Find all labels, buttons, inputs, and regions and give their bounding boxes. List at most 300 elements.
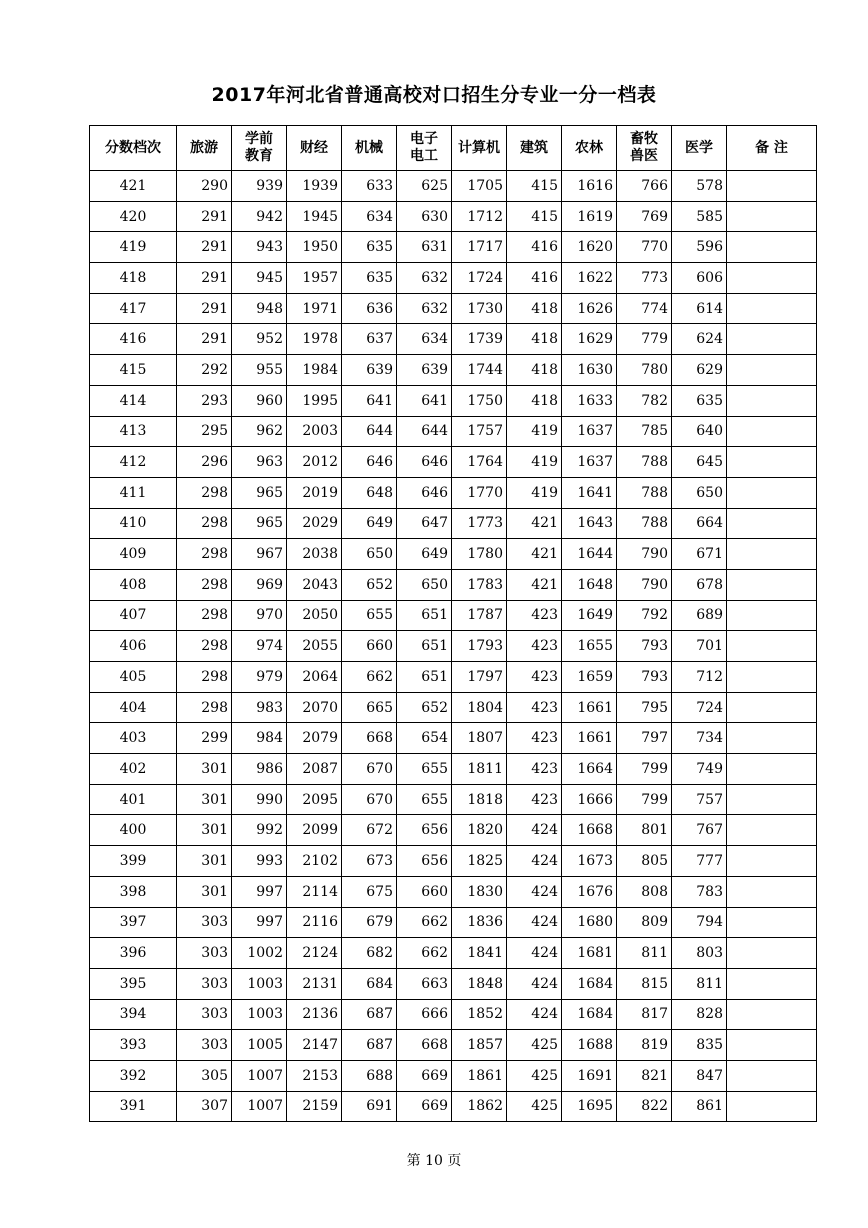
table-row xyxy=(90,324,817,355)
score-cell: 396 xyxy=(90,938,177,969)
table-row xyxy=(90,447,817,478)
column-header: 备 注 xyxy=(727,126,817,171)
count-cell: 418 xyxy=(507,324,562,355)
note-cell xyxy=(727,263,817,294)
column-header: 电子 电工 xyxy=(397,126,452,171)
count-cell: 303 xyxy=(177,1030,232,1061)
count-cell: 650 xyxy=(397,569,452,600)
count-cell: 419 xyxy=(507,416,562,447)
count-cell: 640 xyxy=(672,416,727,447)
count-cell: 634 xyxy=(397,324,452,355)
count-cell: 639 xyxy=(342,355,397,386)
count-cell: 649 xyxy=(342,508,397,539)
count-cell: 632 xyxy=(397,263,452,294)
score-cell: 417 xyxy=(90,293,177,324)
score-cell: 391 xyxy=(90,1091,177,1122)
count-cell: 424 xyxy=(507,938,562,969)
count-cell: 2116 xyxy=(287,907,342,938)
note-cell xyxy=(727,600,817,631)
count-cell: 614 xyxy=(672,293,727,324)
count-cell: 712 xyxy=(672,662,727,693)
count-cell: 1629 xyxy=(562,324,617,355)
note-cell xyxy=(727,232,817,263)
count-cell: 788 xyxy=(617,447,672,478)
count-cell: 861 xyxy=(672,1091,727,1122)
count-cell: 1773 xyxy=(452,508,507,539)
count-cell: 660 xyxy=(397,876,452,907)
table-row xyxy=(90,907,817,938)
score-cell: 403 xyxy=(90,723,177,754)
count-cell: 2124 xyxy=(287,938,342,969)
count-cell: 793 xyxy=(617,631,672,662)
count-cell: 421 xyxy=(507,508,562,539)
count-cell: 788 xyxy=(617,508,672,539)
count-cell: 1643 xyxy=(562,508,617,539)
count-cell: 1857 xyxy=(452,1030,507,1061)
count-cell: 767 xyxy=(672,815,727,846)
count-cell: 656 xyxy=(397,846,452,877)
count-cell: 662 xyxy=(397,938,452,969)
count-cell: 1764 xyxy=(452,447,507,478)
count-cell: 970 xyxy=(232,600,287,631)
column-header: 旅游 xyxy=(177,126,232,171)
count-cell: 670 xyxy=(342,784,397,815)
count-cell: 774 xyxy=(617,293,672,324)
count-cell: 651 xyxy=(397,600,452,631)
count-cell: 301 xyxy=(177,815,232,846)
count-cell: 1637 xyxy=(562,447,617,478)
count-cell: 1637 xyxy=(562,416,617,447)
count-cell: 1862 xyxy=(452,1091,507,1122)
count-cell: 2064 xyxy=(287,662,342,693)
count-cell: 1739 xyxy=(452,324,507,355)
count-cell: 651 xyxy=(397,662,452,693)
count-cell: 1950 xyxy=(287,232,342,263)
note-cell xyxy=(727,876,817,907)
count-cell: 298 xyxy=(177,692,232,723)
count-cell: 425 xyxy=(507,1030,562,1061)
count-cell: 424 xyxy=(507,968,562,999)
count-cell: 1680 xyxy=(562,907,617,938)
count-cell: 1641 xyxy=(562,477,617,508)
note-cell xyxy=(727,662,817,693)
score-cell: 392 xyxy=(90,1060,177,1091)
table-body xyxy=(90,171,817,1122)
count-cell: 1622 xyxy=(562,263,617,294)
count-cell: 1848 xyxy=(452,968,507,999)
table-row xyxy=(90,784,817,815)
count-cell: 666 xyxy=(397,999,452,1030)
count-cell: 652 xyxy=(342,569,397,600)
count-cell: 425 xyxy=(507,1091,562,1122)
count-cell: 1633 xyxy=(562,385,617,416)
column-header: 分数档次 xyxy=(90,126,177,171)
count-cell: 1757 xyxy=(452,416,507,447)
count-cell: 828 xyxy=(672,999,727,1030)
count-cell: 2019 xyxy=(287,477,342,508)
count-cell: 799 xyxy=(617,784,672,815)
column-header: 医学 xyxy=(672,126,727,171)
count-cell: 646 xyxy=(397,447,452,478)
count-cell: 1770 xyxy=(452,477,507,508)
count-cell: 423 xyxy=(507,723,562,754)
count-cell: 1007 xyxy=(232,1060,287,1091)
count-cell: 1852 xyxy=(452,999,507,1030)
table-row xyxy=(90,263,817,294)
count-cell: 1712 xyxy=(452,201,507,232)
count-cell: 1684 xyxy=(562,968,617,999)
score-cell: 397 xyxy=(90,907,177,938)
count-cell: 301 xyxy=(177,784,232,815)
note-cell xyxy=(727,999,817,1030)
count-cell: 997 xyxy=(232,876,287,907)
score-cell: 415 xyxy=(90,355,177,386)
count-cell: 307 xyxy=(177,1091,232,1122)
count-cell: 1971 xyxy=(287,293,342,324)
count-cell: 2043 xyxy=(287,569,342,600)
count-cell: 303 xyxy=(177,938,232,969)
score-cell: 413 xyxy=(90,416,177,447)
count-cell: 1648 xyxy=(562,569,617,600)
count-cell: 1783 xyxy=(452,569,507,600)
count-cell: 423 xyxy=(507,784,562,815)
count-cell: 1630 xyxy=(562,355,617,386)
column-header: 学前 教育 xyxy=(232,126,287,171)
score-cell: 401 xyxy=(90,784,177,815)
count-cell: 669 xyxy=(397,1060,452,1091)
count-cell: 773 xyxy=(617,263,672,294)
score-cell: 394 xyxy=(90,999,177,1030)
count-cell: 939 xyxy=(232,171,287,202)
count-cell: 821 xyxy=(617,1060,672,1091)
count-cell: 779 xyxy=(617,324,672,355)
count-cell: 1003 xyxy=(232,999,287,1030)
count-cell: 942 xyxy=(232,201,287,232)
table-row xyxy=(90,416,817,447)
score-cell: 398 xyxy=(90,876,177,907)
count-cell: 1649 xyxy=(562,600,617,631)
note-cell xyxy=(727,631,817,662)
count-cell: 945 xyxy=(232,263,287,294)
count-cell: 1793 xyxy=(452,631,507,662)
count-cell: 1717 xyxy=(452,232,507,263)
count-cell: 979 xyxy=(232,662,287,693)
count-cell: 1691 xyxy=(562,1060,617,1091)
count-cell: 969 xyxy=(232,569,287,600)
count-cell: 1003 xyxy=(232,968,287,999)
count-cell: 2079 xyxy=(287,723,342,754)
count-cell: 665 xyxy=(342,692,397,723)
count-cell: 424 xyxy=(507,846,562,877)
count-cell: 815 xyxy=(617,968,672,999)
count-cell: 423 xyxy=(507,692,562,723)
score-cell: 419 xyxy=(90,232,177,263)
count-cell: 963 xyxy=(232,447,287,478)
table-row xyxy=(90,232,817,263)
note-cell xyxy=(727,539,817,570)
count-cell: 646 xyxy=(397,477,452,508)
count-cell: 672 xyxy=(342,815,397,846)
score-cell: 400 xyxy=(90,815,177,846)
column-header: 建筑 xyxy=(507,126,562,171)
count-cell: 701 xyxy=(672,631,727,662)
count-cell: 668 xyxy=(397,1030,452,1061)
count-cell: 654 xyxy=(397,723,452,754)
count-cell: 1661 xyxy=(562,723,617,754)
count-cell: 416 xyxy=(507,263,562,294)
count-cell: 2095 xyxy=(287,784,342,815)
count-cell: 303 xyxy=(177,968,232,999)
table-row xyxy=(90,846,817,877)
note-cell xyxy=(727,447,817,478)
count-cell: 1620 xyxy=(562,232,617,263)
count-cell: 660 xyxy=(342,631,397,662)
count-cell: 298 xyxy=(177,477,232,508)
count-cell: 1750 xyxy=(452,385,507,416)
count-cell: 641 xyxy=(397,385,452,416)
table-row xyxy=(90,201,817,232)
count-cell: 671 xyxy=(672,539,727,570)
score-cell: 421 xyxy=(90,171,177,202)
count-cell: 965 xyxy=(232,477,287,508)
count-cell: 974 xyxy=(232,631,287,662)
note-cell xyxy=(727,508,817,539)
count-cell: 2055 xyxy=(287,631,342,662)
count-cell: 663 xyxy=(397,968,452,999)
count-cell: 986 xyxy=(232,754,287,785)
count-cell: 655 xyxy=(342,600,397,631)
table-row xyxy=(90,662,817,693)
count-cell: 425 xyxy=(507,1060,562,1091)
count-cell: 795 xyxy=(617,692,672,723)
count-cell: 835 xyxy=(672,1030,727,1061)
count-cell: 290 xyxy=(177,171,232,202)
count-cell: 1688 xyxy=(562,1030,617,1061)
count-cell: 1005 xyxy=(232,1030,287,1061)
count-cell: 1820 xyxy=(452,815,507,846)
count-cell: 1836 xyxy=(452,907,507,938)
score-cell: 409 xyxy=(90,539,177,570)
count-cell: 1644 xyxy=(562,539,617,570)
count-cell: 809 xyxy=(617,907,672,938)
count-cell: 783 xyxy=(672,876,727,907)
count-cell: 419 xyxy=(507,477,562,508)
count-cell: 782 xyxy=(617,385,672,416)
count-cell: 2159 xyxy=(287,1091,342,1122)
count-cell: 303 xyxy=(177,907,232,938)
count-cell: 1659 xyxy=(562,662,617,693)
count-cell: 1861 xyxy=(452,1060,507,1091)
count-cell: 1616 xyxy=(562,171,617,202)
score-cell: 420 xyxy=(90,201,177,232)
table-row xyxy=(90,1030,817,1061)
count-cell: 669 xyxy=(397,1091,452,1122)
count-cell: 662 xyxy=(342,662,397,693)
count-cell: 1724 xyxy=(452,263,507,294)
table-row xyxy=(90,539,817,570)
count-cell: 424 xyxy=(507,815,562,846)
count-cell: 990 xyxy=(232,784,287,815)
count-cell: 1002 xyxy=(232,938,287,969)
table-row xyxy=(90,999,817,1030)
count-cell: 793 xyxy=(617,662,672,693)
count-cell: 2029 xyxy=(287,508,342,539)
count-cell: 630 xyxy=(397,201,452,232)
header-row xyxy=(90,126,817,171)
count-cell: 2147 xyxy=(287,1030,342,1061)
score-cell: 404 xyxy=(90,692,177,723)
count-cell: 962 xyxy=(232,416,287,447)
count-cell: 794 xyxy=(672,907,727,938)
count-cell: 596 xyxy=(672,232,727,263)
count-cell: 646 xyxy=(342,447,397,478)
count-cell: 2003 xyxy=(287,416,342,447)
note-cell xyxy=(727,723,817,754)
note-cell xyxy=(727,815,817,846)
count-cell: 1626 xyxy=(562,293,617,324)
note-cell xyxy=(727,1091,817,1122)
count-cell: 847 xyxy=(672,1060,727,1091)
count-cell: 955 xyxy=(232,355,287,386)
count-cell: 799 xyxy=(617,754,672,785)
note-cell xyxy=(727,477,817,508)
count-cell: 652 xyxy=(397,692,452,723)
count-cell: 1673 xyxy=(562,846,617,877)
count-cell: 780 xyxy=(617,355,672,386)
table-row xyxy=(90,171,817,202)
count-cell: 635 xyxy=(342,263,397,294)
table-row xyxy=(90,569,817,600)
count-cell: 749 xyxy=(672,754,727,785)
count-cell: 606 xyxy=(672,263,727,294)
count-cell: 295 xyxy=(177,416,232,447)
count-cell: 421 xyxy=(507,539,562,570)
count-cell: 303 xyxy=(177,999,232,1030)
count-cell: 678 xyxy=(672,569,727,600)
count-cell: 632 xyxy=(397,293,452,324)
count-cell: 1939 xyxy=(287,171,342,202)
count-cell: 965 xyxy=(232,508,287,539)
count-cell: 770 xyxy=(617,232,672,263)
count-cell: 1984 xyxy=(287,355,342,386)
count-cell: 801 xyxy=(617,815,672,846)
table-row xyxy=(90,754,817,785)
count-cell: 967 xyxy=(232,539,287,570)
count-cell: 301 xyxy=(177,876,232,907)
count-cell: 418 xyxy=(507,293,562,324)
count-cell: 298 xyxy=(177,569,232,600)
count-cell: 423 xyxy=(507,754,562,785)
count-cell: 1684 xyxy=(562,999,617,1030)
note-cell xyxy=(727,416,817,447)
count-cell: 691 xyxy=(342,1091,397,1122)
count-cell: 418 xyxy=(507,385,562,416)
column-header: 计算机 xyxy=(452,126,507,171)
count-cell: 298 xyxy=(177,631,232,662)
count-cell: 633 xyxy=(342,171,397,202)
count-cell: 993 xyxy=(232,846,287,877)
count-cell: 301 xyxy=(177,754,232,785)
count-cell: 1007 xyxy=(232,1091,287,1122)
table-row xyxy=(90,692,817,723)
table-row xyxy=(90,385,817,416)
count-cell: 1818 xyxy=(452,784,507,815)
count-cell: 817 xyxy=(617,999,672,1030)
count-cell: 1995 xyxy=(287,385,342,416)
count-cell: 997 xyxy=(232,907,287,938)
count-cell: 635 xyxy=(342,232,397,263)
count-cell: 682 xyxy=(342,938,397,969)
note-cell xyxy=(727,784,817,815)
count-cell: 298 xyxy=(177,539,232,570)
count-cell: 662 xyxy=(397,907,452,938)
count-cell: 585 xyxy=(672,201,727,232)
count-cell: 296 xyxy=(177,447,232,478)
count-cell: 418 xyxy=(507,355,562,386)
count-cell: 687 xyxy=(342,999,397,1030)
count-cell: 641 xyxy=(342,385,397,416)
count-cell: 625 xyxy=(397,171,452,202)
count-cell: 1797 xyxy=(452,662,507,693)
count-cell: 1695 xyxy=(562,1091,617,1122)
count-cell: 656 xyxy=(397,815,452,846)
count-cell: 639 xyxy=(397,355,452,386)
score-cell: 408 xyxy=(90,569,177,600)
count-cell: 2038 xyxy=(287,539,342,570)
count-cell: 423 xyxy=(507,600,562,631)
count-cell: 1681 xyxy=(562,938,617,969)
count-cell: 655 xyxy=(397,784,452,815)
table-row xyxy=(90,968,817,999)
count-cell: 757 xyxy=(672,784,727,815)
count-cell: 790 xyxy=(617,539,672,570)
count-cell: 293 xyxy=(177,385,232,416)
table-row xyxy=(90,1091,817,1122)
note-cell xyxy=(727,754,817,785)
count-cell: 1957 xyxy=(287,263,342,294)
count-cell: 648 xyxy=(342,477,397,508)
table-row xyxy=(90,293,817,324)
count-cell: 688 xyxy=(342,1060,397,1091)
count-cell: 679 xyxy=(342,907,397,938)
count-cell: 298 xyxy=(177,600,232,631)
count-cell: 424 xyxy=(507,876,562,907)
count-cell: 1705 xyxy=(452,171,507,202)
count-cell: 984 xyxy=(232,723,287,754)
note-cell xyxy=(727,938,817,969)
score-cell: 399 xyxy=(90,846,177,877)
count-cell: 777 xyxy=(672,846,727,877)
count-cell: 943 xyxy=(232,232,287,263)
count-cell: 788 xyxy=(617,477,672,508)
count-cell: 635 xyxy=(672,385,727,416)
count-cell: 2131 xyxy=(287,968,342,999)
table-row xyxy=(90,815,817,846)
count-cell: 2087 xyxy=(287,754,342,785)
count-cell: 1666 xyxy=(562,784,617,815)
count-cell: 2099 xyxy=(287,815,342,846)
note-cell xyxy=(727,201,817,232)
count-cell: 1811 xyxy=(452,754,507,785)
note-cell xyxy=(727,1060,817,1091)
count-cell: 647 xyxy=(397,508,452,539)
count-cell: 803 xyxy=(672,938,727,969)
count-cell: 298 xyxy=(177,508,232,539)
column-header: 农林 xyxy=(562,126,617,171)
count-cell: 1668 xyxy=(562,815,617,846)
count-cell: 1730 xyxy=(452,293,507,324)
note-cell xyxy=(727,692,817,723)
